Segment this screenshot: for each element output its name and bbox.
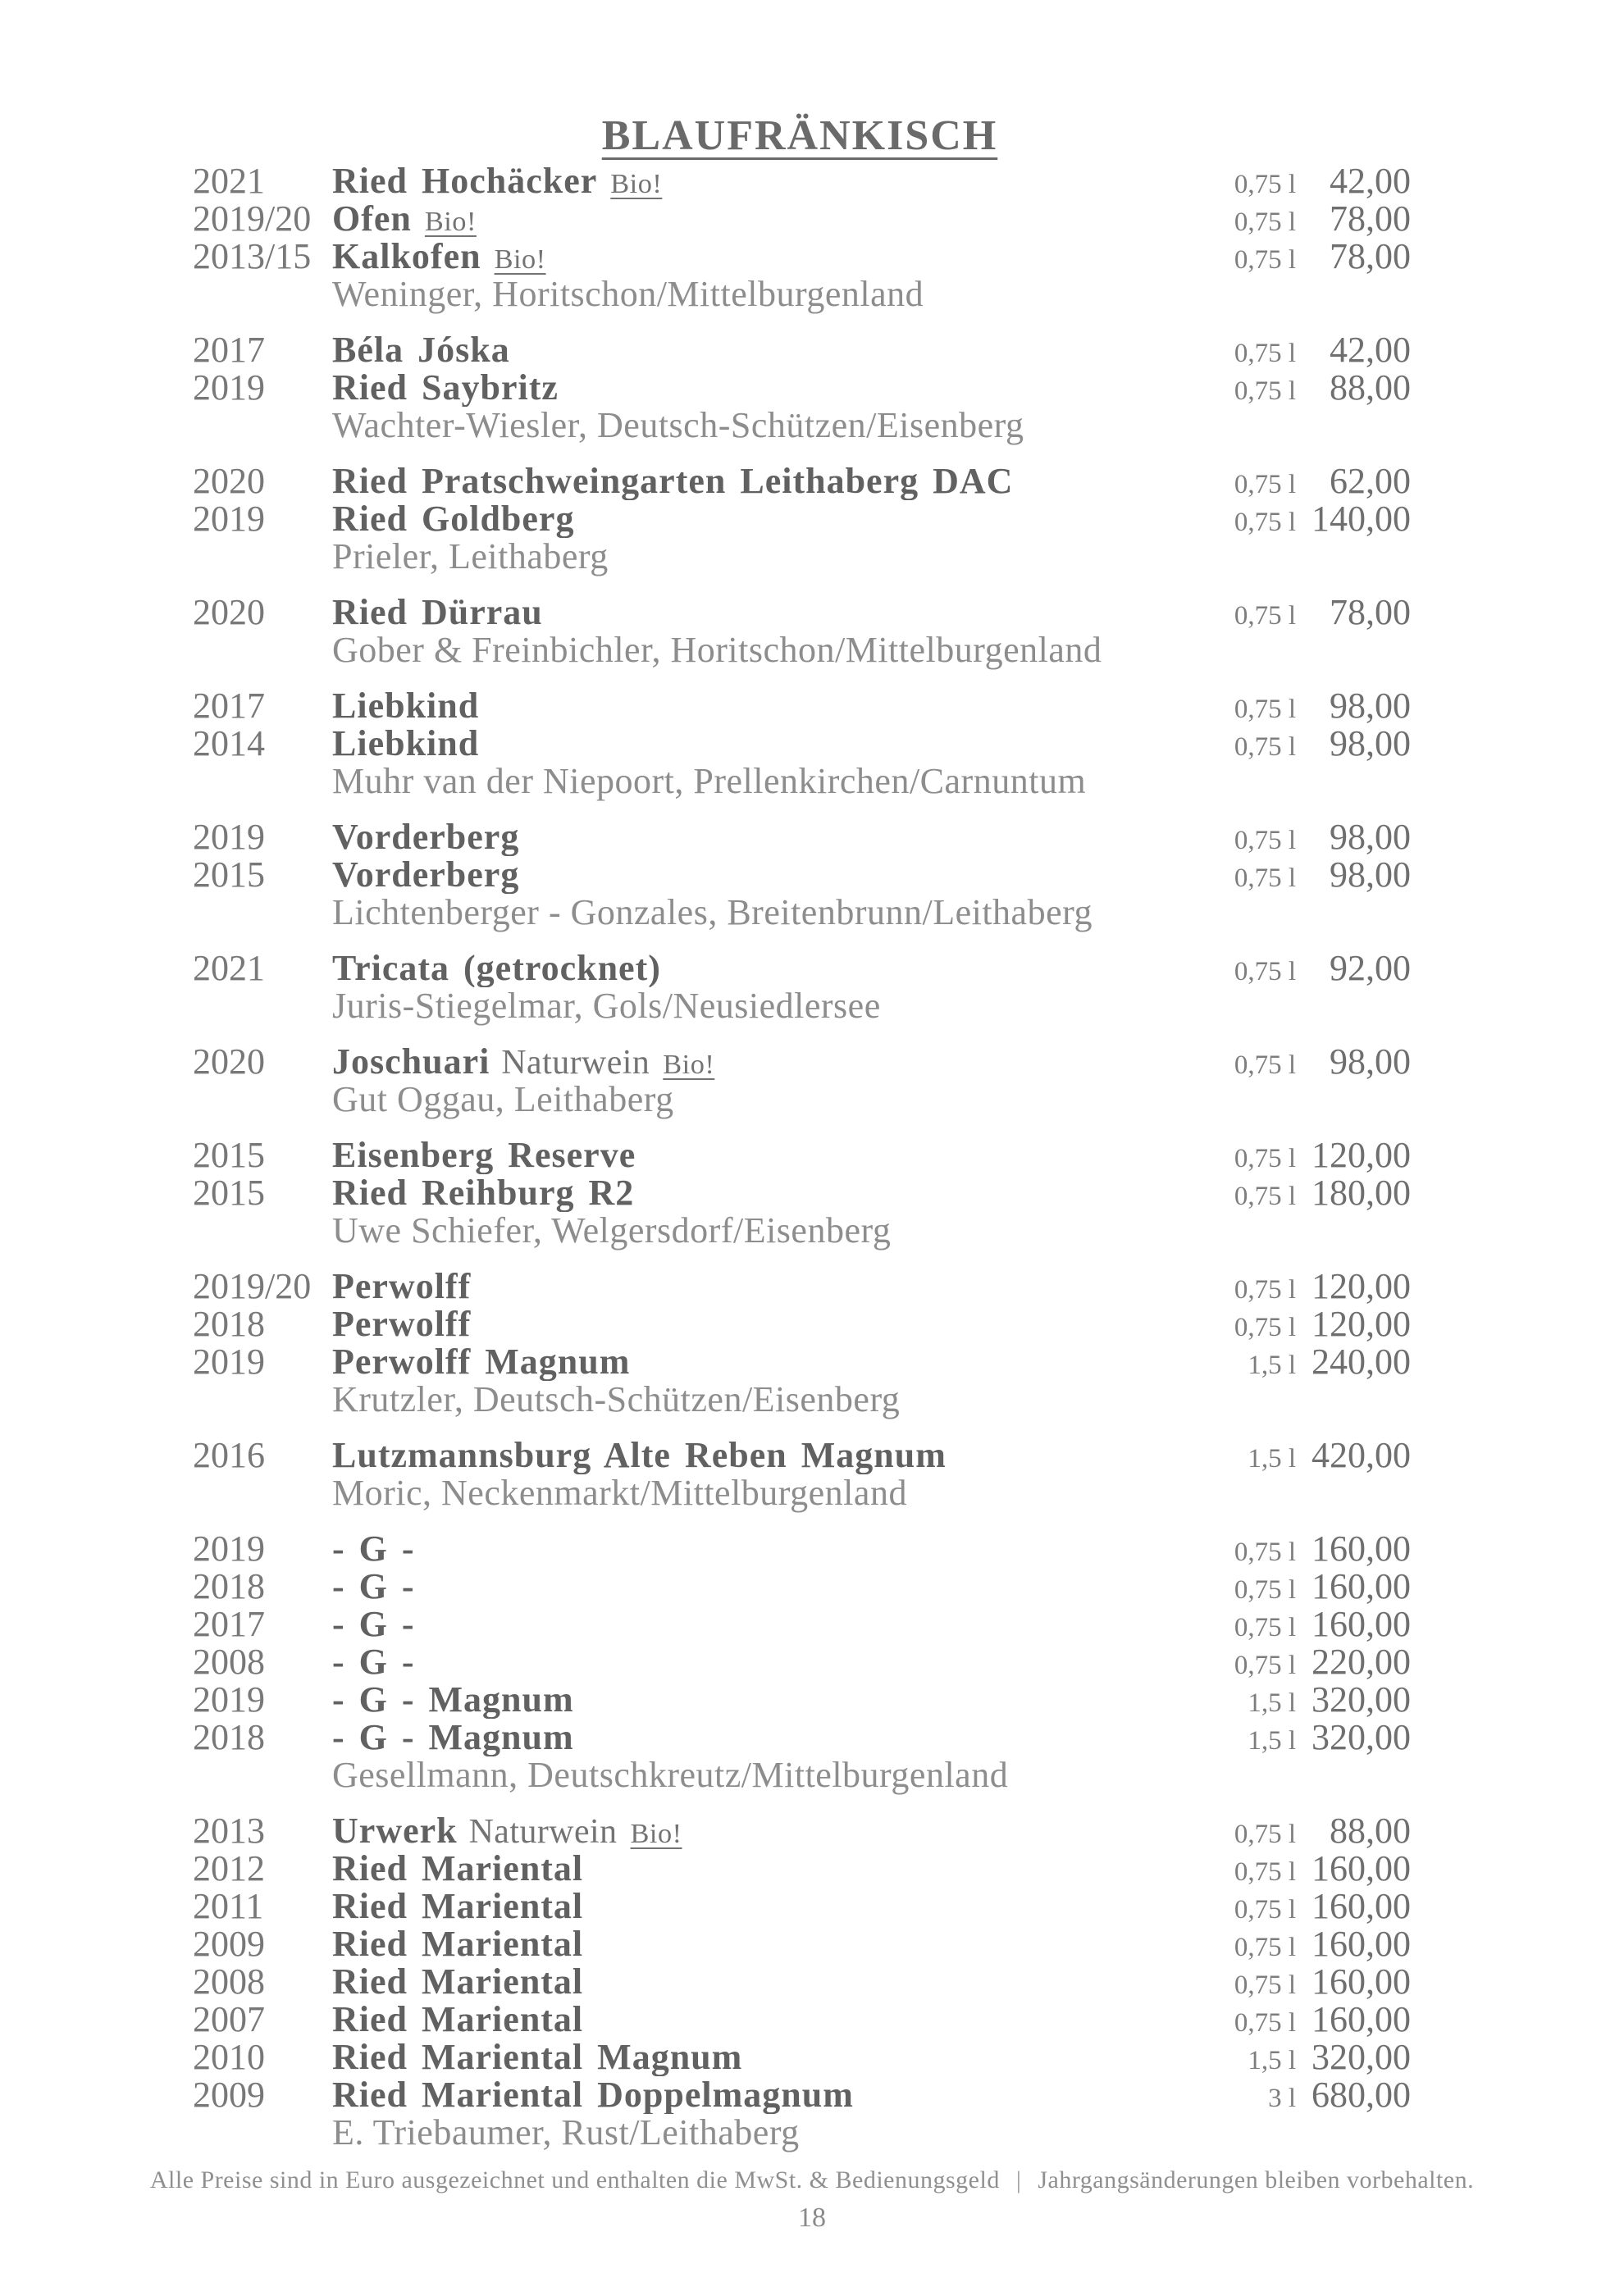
wine-price: 160,00	[1312, 1999, 1411, 2039]
bottle-size: 0,75 l	[1234, 826, 1296, 855]
wine-row	[193, 1174, 1411, 1212]
bottle-size: 0,75 l	[1234, 1275, 1296, 1305]
wine-name: Ried Pratschweingarten Leithaberg DAC	[332, 462, 1014, 500]
wine-price: 220,00	[1312, 1642, 1411, 1682]
wine-row	[193, 2039, 1411, 2076]
wine-price: 320,00	[1312, 2037, 1411, 2077]
producer-line: E. Triebaumer, Rust/Leithaberg	[332, 2112, 800, 2152]
wine-price: 240,00	[1312, 1342, 1411, 1382]
wine-row	[193, 1606, 1411, 1643]
wine-name-cell	[332, 1268, 1197, 1305]
bottle-size: 0,75 l	[1234, 601, 1296, 631]
wine-price: 98,00	[1330, 1041, 1411, 1082]
bottle-size: 1,5 l	[1248, 2046, 1296, 2075]
wine-row	[193, 1963, 1411, 2001]
vintage-year: 2014	[193, 723, 265, 763]
wine-price: 78,00	[1330, 592, 1411, 632]
wine-row	[193, 818, 1411, 856]
bottle-size: 1,5 l	[1248, 1351, 1296, 1380]
wine-name: - G - Magnum	[332, 1719, 574, 1756]
vintage-year: 2019	[193, 1342, 265, 1382]
wine-name: Perwolff	[332, 1305, 472, 1343]
bottle-size: 1,5 l	[1248, 1726, 1296, 1756]
wine-name: Béla Jóska	[332, 331, 510, 369]
wine-row	[193, 500, 1411, 538]
wine-row	[193, 1530, 1411, 1568]
vintage-year: 2015	[193, 854, 265, 895]
vintage-year: 2015	[193, 1173, 265, 1213]
wine-name: Ried Mariental	[332, 2001, 584, 2039]
bottle-size: 0,75 l	[1234, 1538, 1296, 1567]
vintage-year: 2019	[193, 1528, 265, 1569]
wine-price: 160,00	[1312, 1961, 1411, 2002]
wine-name: - G -	[332, 1643, 415, 1681]
wine-name-cell	[332, 687, 1197, 725]
wine-name: Ried Mariental Doppelmagnum	[332, 2076, 854, 2114]
bottle-size: 0,75 l	[1234, 470, 1296, 499]
bottle-size: 0,75 l	[1234, 1651, 1296, 1680]
wine-row	[193, 2001, 1411, 2039]
bottle-size: 0,75 l	[1234, 245, 1296, 275]
wine-list	[193, 162, 1411, 2170]
wine-name-cell	[332, 1568, 1197, 1606]
wine-price: 92,00	[1330, 948, 1411, 988]
wine-name: Liebkind	[332, 725, 480, 763]
wine-name-cell	[332, 950, 1197, 987]
wine-group	[193, 331, 1411, 444]
wine-row	[193, 1343, 1411, 1381]
vintage-year: 2008	[193, 1642, 265, 1682]
wine-price: 98,00	[1330, 817, 1411, 857]
wine-name-cell	[332, 331, 1197, 369]
wine-price: 88,00	[1330, 367, 1411, 408]
vintage-year: 2012	[193, 1848, 265, 1888]
wine-row	[193, 856, 1411, 894]
wine-price: 320,00	[1312, 1717, 1411, 1757]
vintage-year: 2020	[193, 461, 265, 501]
bottle-size: 3 l	[1268, 2084, 1296, 2113]
producer-line: Wachter-Wiesler, Deutsch-Schützen/Eisenberg	[332, 405, 1024, 445]
wine-name: Urwerk	[332, 1812, 458, 1851]
page-number: 18	[798, 2203, 826, 2233]
vintage-year: 2019	[193, 499, 265, 539]
wine-group	[193, 818, 1411, 932]
wine-group	[193, 1812, 1411, 2152]
wine-name: Ofen	[332, 200, 412, 239]
wine-name: Ried Mariental Magnum	[332, 2039, 743, 2076]
bottle-size: 0,75 l	[1234, 2008, 1296, 2038]
wine-row	[193, 238, 1411, 276]
bottle-size: 0,75 l	[1234, 1857, 1296, 1887]
bottle-size: 0,75 l	[1234, 1613, 1296, 1642]
wine-row	[193, 1268, 1411, 1305]
bottle-size: 0,75 l	[1234, 1895, 1296, 1925]
vintage-year: 2019	[193, 817, 265, 857]
bio-label: Bio!	[630, 1818, 682, 1849]
wine-name: Tricata (getrocknet)	[332, 950, 661, 987]
wine-row	[193, 1043, 1411, 1081]
wine-price: 78,00	[1330, 236, 1411, 276]
vintage-year: 2019/20	[193, 198, 312, 239]
footer-note	[0, 2166, 1624, 2194]
bottle-size: 1,5 l	[1248, 1688, 1296, 1718]
wine-group	[193, 1530, 1411, 1794]
wine-row	[193, 1137, 1411, 1174]
wine-group	[193, 1437, 1411, 1512]
wine-row	[193, 687, 1411, 725]
wine-name-cell	[332, 1850, 1197, 1888]
producer-line: Gut Oggau, Leithaberg	[332, 1079, 674, 1119]
wine-name-cell	[332, 162, 1197, 203]
producer-line: Muhr van der Niepoort, Prellenkirchen/Carnuntum	[332, 761, 1087, 801]
wine-name-cell	[332, 1812, 1197, 1852]
wine-name: Kalkofen	[332, 238, 481, 276]
vintage-year: 2019	[193, 367, 265, 408]
producer-line: Krutzler, Deutsch-Schützen/Eisenberg	[332, 1379, 901, 1419]
wine-group	[193, 162, 1411, 313]
bottle-size: 0,75 l	[1234, 1575, 1296, 1605]
wine-row	[193, 1643, 1411, 1681]
producer-line: Juris-Stiegelmar, Gols/Neusiedlersee	[332, 986, 881, 1026]
wine-name-cell	[332, 818, 1197, 856]
wine-name-cell	[332, 1305, 1197, 1343]
vintage-year: 2019/20	[193, 1266, 312, 1306]
producer-line: Lichtenberger - Gonzales, Breitenbrunn/Leithaberg	[332, 892, 1093, 932]
bottle-size: 0,75 l	[1234, 508, 1296, 537]
vintage-year: 2008	[193, 1961, 265, 2002]
wine-style-label: Naturwein	[501, 1044, 650, 1082]
wine-row	[193, 369, 1411, 407]
producer-line: Weninger, Horitschon/Mittelburgenland	[332, 274, 924, 314]
wine-row	[193, 162, 1411, 200]
wine-name-cell	[332, 1925, 1197, 1963]
wine-name-cell	[332, 1643, 1197, 1681]
bottle-size: 0,75 l	[1234, 863, 1296, 893]
vintage-year: 2016	[193, 1435, 265, 1475]
wine-name: - G -	[332, 1568, 415, 1606]
wine-row	[193, 1437, 1411, 1474]
wine-price: 120,00	[1312, 1266, 1411, 1306]
wine-price: 160,00	[1312, 1848, 1411, 1888]
vintage-year: 2009	[193, 2075, 265, 2115]
wine-price: 42,00	[1330, 161, 1411, 201]
wine-style-label: Naturwein	[468, 1813, 618, 1851]
bottle-size: 0,75 l	[1234, 1970, 1296, 2000]
wine-name: Eisenberg Reserve	[332, 1137, 636, 1174]
producer-line: Uwe Schiefer, Welgersdorf/Eisenberg	[332, 1210, 892, 1250]
wine-group	[193, 1137, 1411, 1250]
bio-label: Bio!	[494, 244, 546, 275]
producer-line: Gober & Freinbichler, Horitschon/Mittelburgenland	[332, 630, 1102, 670]
wine-price: 62,00	[1330, 461, 1411, 501]
wine-name: Ried Mariental	[332, 1888, 584, 1925]
wine-name: - G -	[332, 1530, 415, 1568]
wine-row	[193, 1812, 1411, 1850]
vintage-year: 2018	[193, 1717, 265, 1757]
wine-name: Vorderberg	[332, 856, 520, 894]
wine-name: Perwolff	[332, 1268, 472, 1305]
wine-group	[193, 594, 1411, 669]
vintage-year: 2017	[193, 686, 265, 726]
bottle-size: 1,5 l	[1248, 1444, 1296, 1474]
wine-name-cell	[332, 1437, 1197, 1474]
vintage-year: 2013/15	[193, 236, 312, 276]
vintage-year: 2019	[193, 1679, 265, 1720]
wine-row	[193, 2076, 1411, 2114]
footer-separator: |	[1015, 2166, 1022, 2194]
wine-row	[193, 1850, 1411, 1888]
wine-name-cell	[332, 1043, 1197, 1083]
wine-name: Ried Dürrau	[332, 594, 543, 631]
wine-price: 180,00	[1312, 1173, 1411, 1213]
bottle-size: 0,75 l	[1234, 376, 1296, 406]
wine-name: Ried Goldberg	[332, 500, 575, 538]
wine-name: - G - Magnum	[332, 1681, 574, 1719]
vintage-year: 2011	[193, 1886, 264, 1926]
wine-name-cell	[332, 1719, 1197, 1756]
wine-row	[193, 950, 1411, 987]
wine-name: Ried Saybritz	[332, 369, 559, 407]
wine-name: Ried Mariental	[332, 1963, 584, 2001]
vintage-year: 2021	[193, 161, 265, 201]
wine-price: 98,00	[1330, 723, 1411, 763]
wine-name-cell	[332, 369, 1197, 407]
wine-row	[193, 725, 1411, 763]
wine-name: Liebkind	[332, 687, 480, 725]
bottle-size: 0,75 l	[1234, 957, 1296, 986]
bottle-size: 0,75 l	[1234, 1933, 1296, 1962]
wine-group	[193, 950, 1411, 1025]
producer-line: Gesellmann, Deutschkreutz/Mittelburgenland	[332, 1755, 1009, 1795]
wine-row	[193, 1719, 1411, 1756]
footer-prices-note: Alle Preise sind in Euro ausgezeichnet und enthalten die MwSt. & Bedienungsgeld	[149, 2166, 1000, 2194]
wine-name-cell	[332, 1530, 1197, 1568]
producer-line: Prieler, Leithaberg	[332, 536, 609, 576]
footer-vintage-note: Jahrgangsänderungen bleiben vorbehalten.	[1038, 2166, 1475, 2194]
wine-name-cell	[332, 1606, 1197, 1643]
wine-name: Perwolff Magnum	[332, 1343, 631, 1381]
wine-name: Ried Mariental	[332, 1850, 584, 1888]
vintage-year: 2013	[193, 1811, 265, 1851]
wine-name-cell	[332, 1963, 1197, 2001]
wine-price: 42,00	[1330, 330, 1411, 370]
bio-label: Bio!	[424, 206, 477, 237]
wine-price: 98,00	[1330, 854, 1411, 895]
vintage-year: 2018	[193, 1304, 265, 1344]
bottle-size: 0,75 l	[1234, 732, 1296, 762]
wine-price: 160,00	[1312, 1886, 1411, 1926]
bottle-size: 0,75 l	[1234, 207, 1296, 237]
wine-price: 120,00	[1312, 1304, 1411, 1344]
vintage-year: 2020	[193, 592, 265, 632]
wine-name-cell	[332, 462, 1197, 500]
wine-name: Ried Mariental	[332, 1925, 584, 1963]
wine-name: Lutzmannsburg Alte Reben Magnum	[332, 1437, 947, 1474]
wine-price: 420,00	[1312, 1435, 1411, 1475]
wine-price: 78,00	[1330, 198, 1411, 239]
wine-name-cell	[332, 2039, 1197, 2076]
bottle-size: 0,75 l	[1234, 1182, 1296, 1211]
page-title: BLAUFRÄNKISCH	[601, 112, 998, 159]
vintage-year: 2018	[193, 1566, 265, 1606]
wine-row	[193, 200, 1411, 238]
vintage-year: 2017	[193, 1604, 265, 1644]
bottle-size: 0,75 l	[1234, 339, 1296, 368]
wine-row	[193, 1925, 1411, 1963]
wine-row	[193, 1305, 1411, 1343]
wine-name-cell	[332, 1888, 1197, 1925]
wine-row	[193, 1888, 1411, 1925]
wine-name: Ried Hochäcker	[332, 162, 598, 201]
bottle-size: 0,75 l	[1234, 170, 1296, 199]
wine-price: 120,00	[1312, 1135, 1411, 1175]
vintage-year: 2015	[193, 1135, 265, 1175]
vintage-year: 2007	[193, 1999, 265, 2039]
wine-price: 160,00	[1312, 1566, 1411, 1606]
wine-name-cell	[332, 2001, 1197, 2039]
wine-row	[193, 462, 1411, 500]
wine-price: 140,00	[1312, 499, 1411, 539]
vintage-year: 2021	[193, 948, 265, 988]
wine-price: 160,00	[1312, 1528, 1411, 1569]
wine-name-cell	[332, 1681, 1197, 1719]
wine-name-cell	[332, 238, 1197, 278]
wine-name-cell	[332, 200, 1197, 240]
wine-group	[193, 462, 1411, 576]
wine-name-cell	[332, 725, 1197, 763]
bio-label: Bio!	[610, 168, 663, 199]
wine-name-cell	[332, 500, 1197, 538]
wine-name: - G -	[332, 1606, 415, 1643]
wine-price: 88,00	[1330, 1811, 1411, 1851]
wine-name-cell	[332, 1137, 1197, 1174]
wine-row	[193, 1681, 1411, 1719]
wine-name-cell	[332, 856, 1197, 894]
wine-name: Vorderberg	[332, 818, 520, 856]
vintage-year: 2017	[193, 330, 265, 370]
wine-row	[193, 594, 1411, 631]
wine-price: 160,00	[1312, 1924, 1411, 1964]
wine-group	[193, 687, 1411, 800]
wine-group	[193, 1268, 1411, 1419]
wine-name-cell	[332, 1343, 1197, 1381]
bio-label: Bio!	[663, 1049, 715, 1080]
wine-name: Joschuari	[332, 1043, 490, 1082]
wine-row	[193, 331, 1411, 369]
wine-price: 320,00	[1312, 1679, 1411, 1720]
vintage-year: 2010	[193, 2037, 265, 2077]
bottle-size: 0,75 l	[1234, 1144, 1296, 1173]
bottle-size: 0,75 l	[1234, 1313, 1296, 1342]
vintage-year: 2009	[193, 1924, 265, 1964]
wine-row	[193, 1568, 1411, 1606]
vintage-year: 2020	[193, 1041, 265, 1082]
wine-price: 98,00	[1330, 686, 1411, 726]
wine-name: Ried Reihburg R2	[332, 1174, 635, 1212]
wine-price: 680,00	[1312, 2075, 1411, 2115]
wine-name-cell	[332, 2076, 1197, 2114]
bottle-size: 0,75 l	[1234, 1820, 1296, 1849]
wine-group	[193, 1043, 1411, 1118]
wine-name-cell	[332, 594, 1197, 631]
producer-line: Moric, Neckenmarkt/Mittelburgenland	[332, 1473, 907, 1513]
wine-name-cell	[332, 1174, 1197, 1212]
bottle-size: 0,75 l	[1234, 695, 1296, 724]
wine-price: 160,00	[1312, 1604, 1411, 1644]
bottle-size: 0,75 l	[1234, 1050, 1296, 1080]
